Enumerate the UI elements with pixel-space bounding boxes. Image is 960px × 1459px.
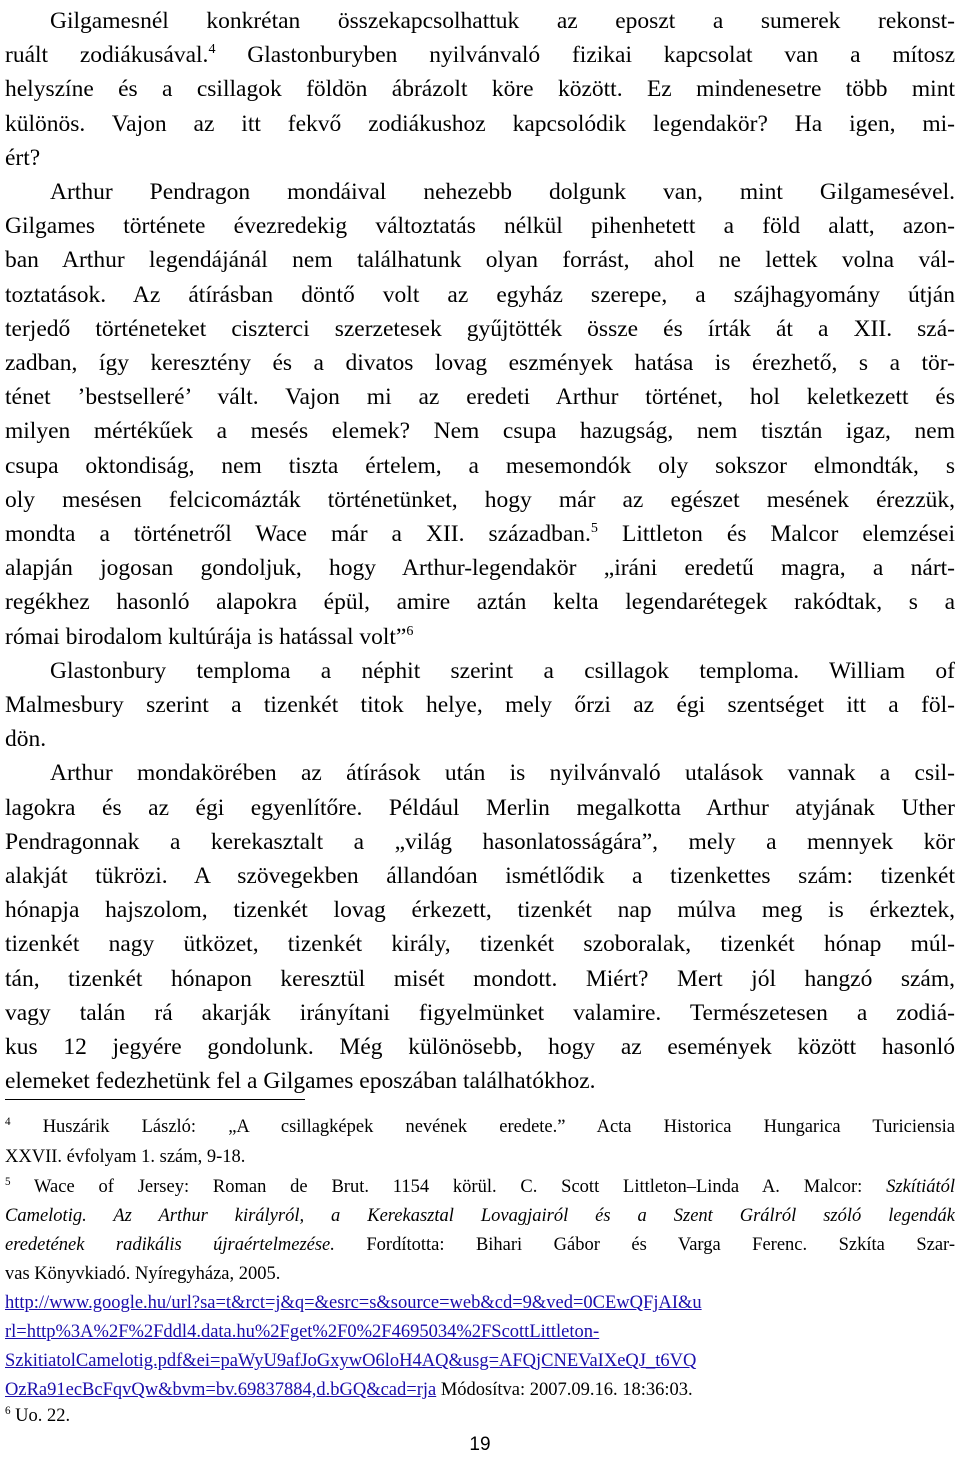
line-text: Glastonbury temploma a néphit szerint a csillagok temploma. William of <box>50 657 955 684</box>
footnote-ref: 5 <box>590 519 598 536</box>
text-line <box>50 654 955 688</box>
source-link[interactable]: rl=http%3A%2F%2Fddl4.data.hu%2Fget%2F0%2F4695034%2FScottLittleton- <box>5 1322 600 1342</box>
line-text: Arthur Pendragon mondáival nehezebb dolgunk van, mint Gilgamesével. <box>50 179 955 205</box>
text-line <box>50 4 955 38</box>
text-line <box>5 996 955 1030</box>
source-link[interactable]: http://www.google.hu/url?sa=t&rct=j&q=&esrc=s&source=web&cd=9&ved=0CEwQFjAI&u <box>5 1293 702 1313</box>
text-line <box>5 791 955 825</box>
text-line <box>5 243 955 277</box>
footnote-url[interactable] <box>5 1291 955 1315</box>
footnote-number: 4 <box>5 1115 11 1128</box>
footnote-number: 5 <box>5 1175 11 1188</box>
line-text: Pendragonnak a kerekasztalt a „világ hasonlatosságára”, mely a mennyek kör <box>5 828 955 855</box>
text-line <box>5 38 955 72</box>
line-text: alakját tükrözi. A szövegekben állandóan ismétlődik a tizenkettes szám: tizenkét <box>5 863 955 889</box>
book-title: eredetének radikális újraértelmezése. <box>5 1235 335 1255</box>
text-line <box>5 517 955 551</box>
line-text: hónapja hajszolom, tizenkét lovag érkezett, tizenkét nap múlva meg is érkeztek, <box>5 897 955 924</box>
line-text: oly mesésen felcicomázták történetünket, hogy már az egészet mesének érezzük, <box>5 486 955 513</box>
line-text: ért? <box>5 144 41 171</box>
footnote-divider <box>5 1099 305 1100</box>
footnote-ref: 4 <box>208 41 216 58</box>
text-line <box>5 483 955 517</box>
footnote-number: 6 <box>5 1404 11 1417</box>
text-line <box>50 756 955 790</box>
text-line <box>5 278 955 312</box>
source-link[interactable]: SzkitiatolCamelotig.pdf&ei=paWyU9afJoGxywO6loH4AQ&usg=AFQjCNEVaIXeQJ_t6VQ <box>5 1351 697 1371</box>
line-text: ruált zodiákusával. <box>5 42 209 69</box>
footnote-text: Huszárik László: „A csillagképek nevének eredete.” Acta Historica Hungarica Turiciensia <box>42 1117 955 1137</box>
page-number: 19 <box>469 1434 491 1455</box>
footnote-text: Uo. 22. <box>10 1406 71 1426</box>
line-text: római birodalom kultúrája is hatással volt” <box>5 623 407 650</box>
text-line <box>5 449 955 483</box>
line-text: kus 12 jegyére gondolunk. Még különösebb, hogy az események között hasonló <box>5 1034 955 1060</box>
text-line <box>5 620 955 654</box>
line-text: Glastonburyben nyilvánvaló fizikai kapcsolat van a mítosz <box>215 42 955 69</box>
footnote-6 <box>5 1404 955 1428</box>
footnote-url[interactable] <box>5 1349 955 1373</box>
footnote-4-cont <box>5 1145 955 1169</box>
footnote-text: Fordította: Bihari Gábor és Varga Ferenc. Szkíta Szar- <box>334 1235 955 1255</box>
footnote-5-cont <box>5 1204 955 1228</box>
line-text: csupa oktondiság, nem tiszta értelem, a mesemondók oly sokszor elmondták, s <box>5 452 955 479</box>
text-line <box>5 72 955 106</box>
line-text: Gilgamesnél konkrétan összekapcsolhattuk az eposzt a sumerek rekonst- <box>50 8 955 34</box>
line-text: Arthur mondakörében az átírások után is nyilvánvaló utalások vannak a csil- <box>50 760 955 787</box>
line-text: zadban, így keresztény és a divatos lovag eszmények hatása is érezhető, s a tör- <box>5 350 955 376</box>
modified-date: Módosítva: 2007.09.16. 18:36:03. <box>436 1380 693 1400</box>
line-text: helyszíne és a csillagok földön ábrázolt köre között. Ez mindenesetre több mint <box>5 76 955 103</box>
text-line <box>5 688 955 722</box>
line-text: milyen mértékűek a mesés elemek? Nem csupa hazugság, nem tisztán igaz, nem <box>5 418 955 445</box>
text-line <box>5 1064 955 1098</box>
footnote-url[interactable] <box>5 1378 955 1402</box>
text-line <box>5 1030 955 1064</box>
text-line <box>5 927 955 961</box>
line-text: különös. Vajon az itt fekvő zodiákushoz kapcsolódik legendakör? Ha igen, mi- <box>5 110 955 137</box>
line-text: regékhez hasonló alapokra épül, amire aztán kelta legendarétegek rakódtak, s a <box>5 589 955 616</box>
line-text: alapján jogosan gondoljuk, hogy Arthur-legendakör „iráni eredetű magra, a nárt- <box>5 555 955 582</box>
line-text: dön. <box>5 726 47 753</box>
line-text: Littleton és Malcor elemzései <box>597 521 955 547</box>
text-line <box>5 585 955 619</box>
text-line <box>5 859 955 893</box>
text-line <box>5 962 955 996</box>
footnote-4 <box>5 1115 955 1139</box>
line-text: toztatások. Az átírásban döntő volt az egyház szerepe, a szájhagyomány útján <box>5 281 955 308</box>
text-line <box>5 414 955 448</box>
footnote-url[interactable] <box>5 1320 955 1344</box>
line-text: elemeket fedezhetünk fel a Gilgames eposzában találhatókhoz. <box>5 1068 596 1095</box>
source-link[interactable]: OzRa91ecBcFqvQw&bvm=bv.69837884,d.bGQ&cad=rja <box>5 1380 437 1400</box>
line-text: lagokra és az égi egyenlítőre. Például Merlin megalkotta Arthur atyjának Uther <box>5 794 955 821</box>
footnote-5 <box>5 1175 955 1199</box>
line-text: tán, tizenkét hónapon keresztül misét mondott. Miért? Mert jól hangzó szám, <box>5 965 955 992</box>
text-line <box>5 209 955 243</box>
book-title: Camelotig. Az Arthur királyról, a Kerekasztal Lovagjairól és a Szent Grálról szóló legendák <box>5 1206 955 1226</box>
footnote-text: XXVII. évfolyam 1. szám, 9-18. <box>5 1147 246 1167</box>
line-text: ténet ’bestselleré’ vált. Vajon mi az eredeti Arthur történet, hol keletkezett és <box>5 384 955 411</box>
text-line <box>5 722 955 756</box>
footnote-text: vas Könyvkiadó. Nyíregyháza, 2005. <box>5 1264 281 1284</box>
line-text: terjedő történeteket ciszterci szerzetesek gyűjtötték össze és írták át a XII. szá- <box>5 315 955 342</box>
line-text: ban Arthur legendájánál nem találhatunk olyan forrást, ahol ne lettek volna vál- <box>5 247 955 274</box>
line-text: tizenkét nagy ütközet, tizenkét király, tizenkét szoboralak, tizenkét hónap múl- <box>5 931 955 958</box>
line-text: mondta a történetről Wace már a XII. században. <box>5 521 591 547</box>
text-line <box>50 175 955 209</box>
text-line <box>5 346 955 380</box>
footnote-5-cont <box>5 1262 955 1286</box>
text-line <box>5 107 955 141</box>
text-line <box>5 141 955 175</box>
footnote-text: Wace of Jersey: Roman de Brut. 1154 körül. C. Scott Littleton–Linda A. Malcor: <box>34 1177 887 1197</box>
text-line <box>5 380 955 414</box>
footnote-ref: 6 <box>406 622 414 639</box>
text-line <box>5 893 955 927</box>
footnote-5-cont <box>5 1233 955 1257</box>
text-line <box>5 551 955 585</box>
line-text: Gilgames története évezredekig változtatás nélkül pihenhetett a föld alatt, azon- <box>5 213 955 240</box>
text-line <box>5 825 955 859</box>
text-line <box>5 312 955 346</box>
book-title: Szkítiától <box>886 1177 955 1197</box>
line-text: Malmesbury szerint a tizenkét titok helye, mely őrzi az égi szentséget itt a föl- <box>5 692 955 718</box>
line-text: vagy talán rá akarják irányítani figyelmünket valamire. Természetesen a zodiá- <box>5 999 955 1026</box>
